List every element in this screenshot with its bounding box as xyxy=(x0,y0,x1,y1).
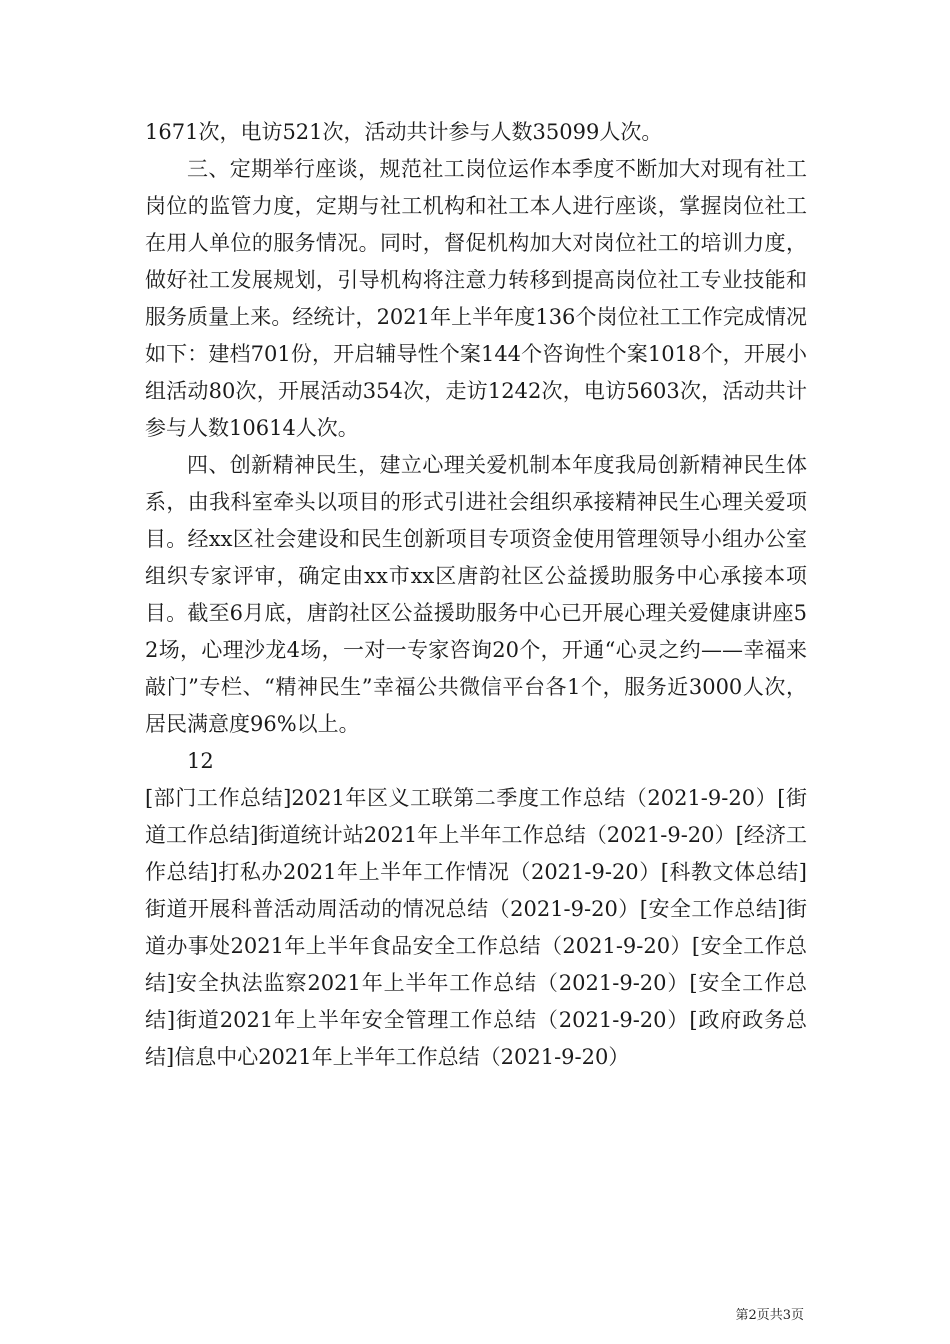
document-body xyxy=(145,114,807,1076)
page-number-footer: 第2页共3页 xyxy=(735,1308,804,1323)
related-articles-list: [部门工作总结]2021年区义工联第二季度工作总结（2021-9-20）[街道工作总结]街道统计站2021年上半年工作总结（2021-9-20）[经济工作总结]打私办2021年上半年工作情况（2021-9-20）[科教文体总结]街道开展科普活动周活动的情况总结（2021-9-20）[安全工作总结]街道办事处2021年上半年食品安全工作总结（2021-9-20）[安全工作总结]安全执法监察2021年上半年工作总结（2021-9-20）[安全工作总结]街道2021年上半年安全管理工作总结（2021-9-20）[政府政务总结]信息中心2021年上半年工作总结（2021-9-20） xyxy=(145,786,807,1069)
paragraph-section-three: 三、定期举行座谈，规范社工岗位运作本季度不断加大对现有社工岗位的监管力度，定期与社工机构和社工本人进行座谈，掌握岗位社工在用人单位的服务情况。同时，督促机构加大对岗位社工的培训力度，做好社工发展规划，引导机构将注意力转移到提高岗位社工专业技能和服务质量上来。经统计，2021年上半年度136个岗位社工工作完成情况如下：建档701份，开启辅导性个案144个咨询性个案1018个，开展小组活动80次，开展活动354次，走访1242次，电访5603次，活动共计参与人数10614人次。 xyxy=(145,157,807,440)
paragraph-continuation: 1671次，电访521次，活动共计参与人数35099人次。 xyxy=(145,120,663,144)
paragraph-number: 12 xyxy=(187,749,214,773)
paragraph-section-four: 四、创新精神民生，建立心理关爱机制本年度我局创新精神民生体系，由我科室牵头以项目的形式引进社会组织承接精神民生心理关爱项目。经xx区社会建设和民生创新项目专项资金使用管理领导小组办公室组织专家评审，确定由xx市xx区唐韵社区公益援助服务中心承接本项目。截至6月底，唐韵社区公益援助服务中心已开展心理关爱健康讲座52场，心理沙龙4场，一对一专家咨询20个，开通“心灵之约——幸福来敲门”专栏、“精神民生”幸福公共微信平台各1个，服务近3000人次，居民满意度96%以上。 xyxy=(145,453,807,736)
